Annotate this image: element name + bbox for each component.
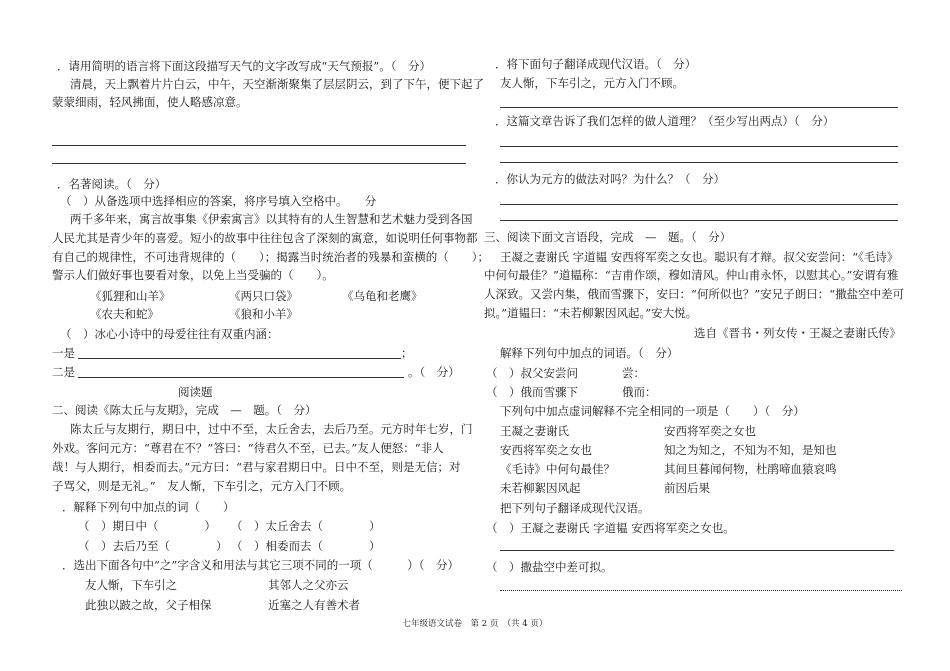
explain2-item-1: （ ）叔父安尝问 xyxy=(486,366,578,380)
weather-passage-line-2: 蒙蒙细雨，轻风拂面，使人略感凉意。 xyxy=(52,95,248,109)
fable-option-2: 《两只口袋》 xyxy=(229,289,298,303)
fable-option-3: 《乌龟和老鹰》 xyxy=(342,289,423,303)
question-explain-words: ．解释下列句中加点的词（ ） xyxy=(62,500,235,514)
question-function-words: 下列句中加点虚词解释不完全相同的一项是（ ）（ 分） xyxy=(500,404,805,418)
function-option-3a: 《毛诗》中何句最佳？ xyxy=(500,462,615,476)
answer-line-one[interactable] xyxy=(78,358,401,359)
reading-section-title: 阅读题 xyxy=(178,385,213,399)
question-classics-reading: ．名著阅读。（ 分） xyxy=(57,177,167,191)
question-explain-words-2: 解释下列句中加点的词语。（ 分） xyxy=(500,346,679,360)
page-footer: 七年级语文试卷 第 2 页 （共 4 页） xyxy=(402,619,548,629)
answer-end-one: ； xyxy=(401,346,413,360)
answer-line[interactable] xyxy=(500,204,898,205)
fable-option-4: 《农夫和蛇》 xyxy=(90,307,159,321)
function-option-3b: 其间旦暮闻何物，杜鹃啼血猿哀鸣 xyxy=(664,462,837,476)
question-zhi-usage: ．选出下面各句中“之”字含义和用法与其它三项不同的一项（ ）（ 分） xyxy=(62,558,460,572)
section-2-title: 二、阅读《陈太丘与友期》，完成 — 题。（ 分） xyxy=(52,403,317,417)
answer-line[interactable] xyxy=(500,550,894,551)
question-life-lesson: ．这篇文章告诉了我们怎样的做人道理？（至少写出两点）（ 分） xyxy=(495,114,835,128)
translate2-item-1: （ ）王凝之妻谢氏 字道韫 安西将军奕之女也。 xyxy=(486,521,735,535)
zhi-option-3: 此独以跛之故，父子相保 xyxy=(85,598,212,612)
answer-label-one: 一是 xyxy=(52,346,75,360)
answer-line-two[interactable] xyxy=(78,377,404,378)
section-3-title: 三、阅读下面文言语段，完成 — 题。（ 分） xyxy=(484,230,732,244)
question-translate: ．将下面句子翻译成现代汉语。（ 分） xyxy=(495,57,697,71)
function-option-2b: 知之为知之，不知为不知，是知也 xyxy=(664,443,837,457)
explain-item-1: （ ）期日中（ ） xyxy=(78,519,216,533)
passage-3-line-2: 中何句最佳？”道韫称：“吉甫作颂，穆如清风。仲山甫永怀，以慰其心。”安谓有雅 xyxy=(484,268,899,282)
function-option-1b: 安西将军奕之女也 xyxy=(664,424,756,438)
explain-item-4: （ ）相委而去（ ） xyxy=(231,539,381,553)
explain2-word-2: 俄而： xyxy=(622,385,657,399)
explain2-item-2: （ ）俄而雪骤下 xyxy=(486,385,578,399)
zhi-option-1: 友人惭，下车引之 xyxy=(85,578,177,592)
explain2-word-1: 尝： xyxy=(622,366,645,380)
question-weather-forecast: ．请用简明的语言将下面这段描写天气的文字改写成“天气预报”。（ 分） xyxy=(57,59,432,73)
explain-item-3: （ ）去后乃至（ ） xyxy=(78,539,228,553)
answer-line[interactable] xyxy=(500,220,898,221)
answer-line[interactable] xyxy=(500,107,898,108)
fable-option-5: 《狼和小羊》 xyxy=(229,307,298,321)
explain-item-2: （ ）太丘舍去（ ） xyxy=(231,519,381,533)
function-option-2a: 安西将军奕之女也 xyxy=(500,443,592,457)
function-option-4a: 未若柳絮因风起 xyxy=(500,481,581,495)
translate-sentence: 友人惭，下车引之，元方入门不顾。 xyxy=(500,76,684,90)
answer-line-dotted[interactable] xyxy=(500,590,902,591)
fable-passage-line-1: 两千多年来，寓言故事集《伊索寓言》以其特有的人生智慧和艺术魅力受到各国 xyxy=(70,212,473,226)
passage-3-line-1: 王凝之妻谢氏 字道韫 安西将军奕之女也。聪识有才辩。叔父安尝问：“《毛诗》 xyxy=(500,250,899,264)
passage-2-line-4: 子骂父，则是无礼。” 友人惭，下车引之，元方入门不顾。 xyxy=(52,479,352,493)
answer-line[interactable] xyxy=(500,162,898,163)
translate2-item-2: （ ）撒盐空中差可拟。 xyxy=(486,560,613,574)
answer-line[interactable] xyxy=(52,163,466,164)
fable-passage-line-3: 有自己的规律性，不可违背规律的（ ）；揭露当时统治者的残暴和蛮横的（ ）； xyxy=(52,250,489,264)
function-option-1a: 王凝之妻谢氏 xyxy=(500,424,569,438)
passage-2-line-2: 外戏。客问元方：“尊君在不？”答曰：“待君久不至，已去。”友人便怒：“非人 xyxy=(52,441,444,455)
passage-source: 选自《晋书・列女传・王凝之妻谢氏传》 xyxy=(694,326,901,340)
answer-end-two: 。（ 分） xyxy=(408,365,460,379)
passage-3-line-3: 人深致。又尝内集，俄而雪骤下，安曰：“何所似也？”安兄子朗曰：“撒盐空中差可 xyxy=(484,287,905,301)
question-classics-sub-1: （ ）从备选项中选择相应的答案，将序号填入空格中。 分 xyxy=(60,194,377,208)
function-option-4b: 前因后果 xyxy=(664,481,710,495)
weather-passage-line-1: 清晨，天上飘着片片白云，中午，天空渐渐聚集了层层阴云，到了下午，便下起了 xyxy=(70,77,484,91)
question-classics-sub-2: （ ）冰心小诗中的母爱往往有双重内涵： xyxy=(60,327,279,341)
fable-passage-line-2: 人民尤其是青少年的喜爱。短小的故事中往往包含了深刻的寓意，如说明任何事物都 xyxy=(52,231,478,245)
passage-3-line-4: 拟。”道韫曰：“未若柳絮因风起。”安大悦。 xyxy=(484,306,698,320)
passage-2-line-3: 哉！与人期行，相委而去。”元方曰：“君与家君期日中。日中不至，则是无信；对 xyxy=(52,460,461,474)
zhi-option-4: 近塞之人有善术者 xyxy=(268,598,360,612)
question-translate-2: 把下列句子翻译成现代汉语。 xyxy=(500,501,650,515)
question-opinion: ．你认为元方的做法对吗？为什么？（ 分） xyxy=(495,172,725,186)
answer-line[interactable] xyxy=(500,146,898,147)
answer-label-two: 二是 xyxy=(52,365,75,379)
passage-2-line-1: 陈太丘与友期行，期日中，过中不至，太丘舍去，去后乃至。元方时年七岁，门 xyxy=(70,422,473,436)
answer-line[interactable] xyxy=(52,145,466,146)
fable-option-1: 《狐狸和山羊》 xyxy=(90,289,171,303)
zhi-option-2: 其邻人之父亦云 xyxy=(268,578,349,592)
fable-passage-line-4: 警示人们做好事也要看对象，以免上当受骗的（ ）。 xyxy=(52,268,334,282)
